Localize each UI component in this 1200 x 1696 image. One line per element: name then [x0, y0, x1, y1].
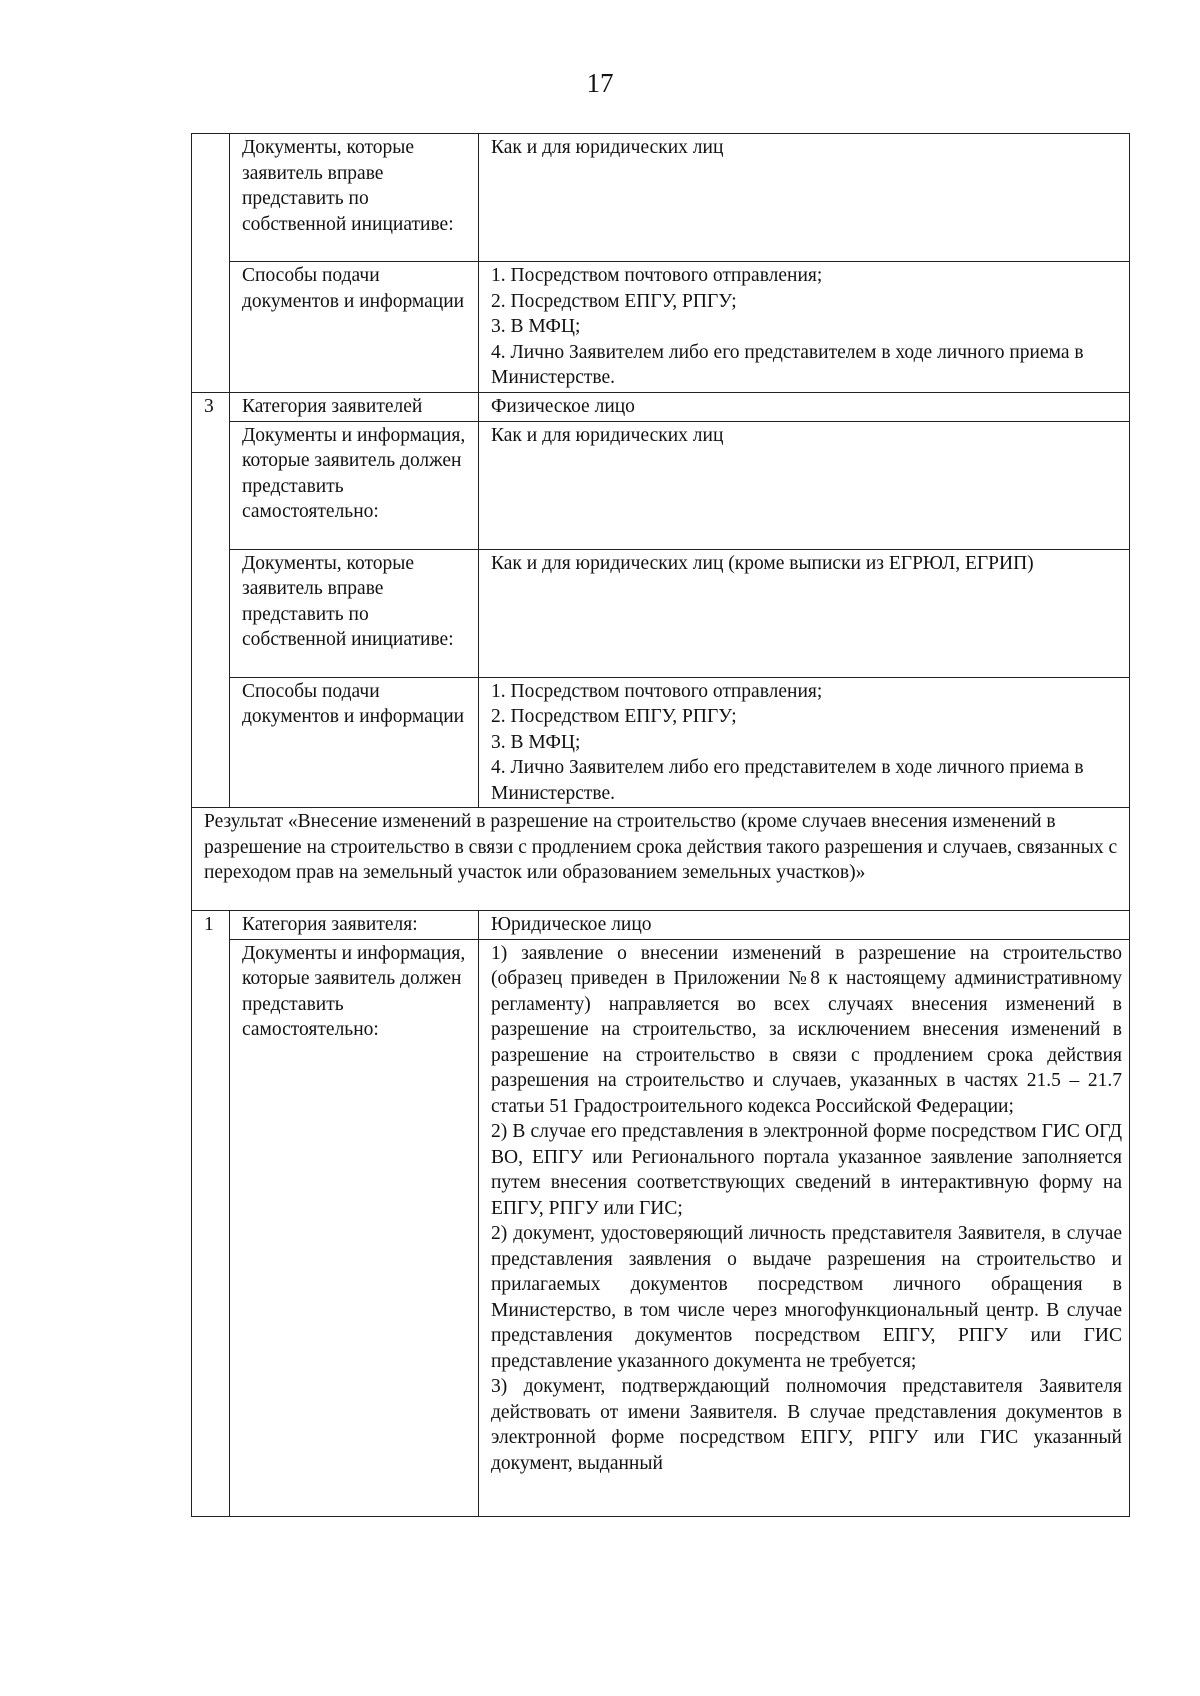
row-value: Как и для юридических лиц [479, 421, 1130, 549]
table-row [192, 677, 1130, 808]
row-value: Как и для юридических лиц [479, 134, 1130, 262]
table-row [192, 911, 1130, 940]
list-item: 4. Лично Заявителем либо его представителем в ходе личного приема в Министерстве. [491, 757, 1084, 804]
result-heading: Результат «Внесение изменений в разрешение на строительство (кроме случаев внесения изменений в разрешение на строительство в связи с продлением срока действия такого разрешения и случаев, связанных с переходом прав на земельный участок или образованием земельных участков)» [192, 808, 1130, 911]
row-number: 3 [192, 393, 230, 808]
list-item: 2) документ, удостоверяющий личность представителя Заявителя, в случае представления заявления о выдаче разрешения на строительство и прилагаемых документов посредством личного обращения в Министерство, в том числе через многофункциональный центр. В случае представления документов посредством ЕПГУ, РПГУ или ГИС представление указанного документа не требуется; [491, 1223, 1122, 1372]
submission-methods [479, 262, 1130, 393]
table-row [192, 134, 1130, 262]
list-item: 2. Посредством ЕПГУ, РПГУ; [491, 706, 737, 727]
required-documents [479, 939, 1130, 1516]
table-row [192, 393, 1130, 422]
row-label: Способы подачи документов и информации [230, 262, 479, 393]
row-number: 1 [192, 911, 230, 1517]
row-label: Документы и информация, которые заявитель должен представить самостоятельно: [230, 421, 479, 549]
list-item: 2. Посредством ЕПГУ, РПГУ; [491, 290, 737, 312]
list-item: 1. Посредством почтового отправления; [491, 265, 823, 286]
category-label: Категория заявителя: [230, 911, 479, 940]
row-label: Способы подачи документов и информации [230, 677, 479, 808]
category-value: Юридическое лицо [479, 911, 1130, 940]
row-label: Документы, которые заявитель вправе представить по собственной инициативе: [230, 549, 479, 677]
row-label: Документы, которые заявитель вправе представить по собственной инициативе: [230, 134, 479, 262]
list-item: 3. В МФЦ; [491, 731, 581, 753]
list-item: 1) заявление о внесении изменений в разрешение на строительство (образец приведен в Приложении №8 к настоящему административному регламенту) направляется во всех случаях внесения изменений в разрешение на строительство, за исключением внесения изменений в разрешение на строительство в связи с продлением срока действия разрешения на строительство и случаев, указанных в частях 21.5 – 21.7 статьи 51 Градостроительного кодекса Российской Федерации; [491, 942, 1122, 1117]
list-item: 4. Лично Заявителем либо его представителем в ходе личного приема в Министерстве. [491, 341, 1084, 388]
table-row [192, 808, 1130, 911]
submission-methods [479, 677, 1130, 808]
page-number: 17 [586, 68, 614, 98]
row-value: Как и для юридических лиц (кроме выписки из ЕГРЮЛ, ЕГРИП) [479, 549, 1130, 677]
list-item: 3. В МФЦ; [491, 316, 581, 337]
list-item: 1. Посредством почтового отправления; [491, 680, 823, 702]
table-row [192, 262, 1130, 393]
document-table [191, 133, 1130, 1517]
category-value: Физическое лицо [479, 393, 1130, 422]
category-label: Категория заявителей [230, 393, 479, 422]
table-row [192, 549, 1130, 677]
table-row [192, 939, 1130, 1516]
table-row [192, 421, 1130, 549]
list-item: 3) документ, подтверждающий полномочия представителя Заявителя действовать от имени Заявителя. В случае представления документов в электронной форме посредством ЕПГУ, РПГУ или ГИС указанный документ, выданный [491, 1376, 1122, 1474]
list-item: 2) В случае его представления в электронной форме посредством ГИС ОГД ВО, ЕПГУ или Регионального портала указанное заявление заполняется путем внесения соответствующих сведений в интерактивную форму на ЕПГУ, РПГУ или ГИС; [491, 1121, 1122, 1219]
row-number-cell [192, 134, 230, 393]
row-label: Документы и информация, которые заявитель должен представить самостоятельно: [230, 939, 479, 1516]
